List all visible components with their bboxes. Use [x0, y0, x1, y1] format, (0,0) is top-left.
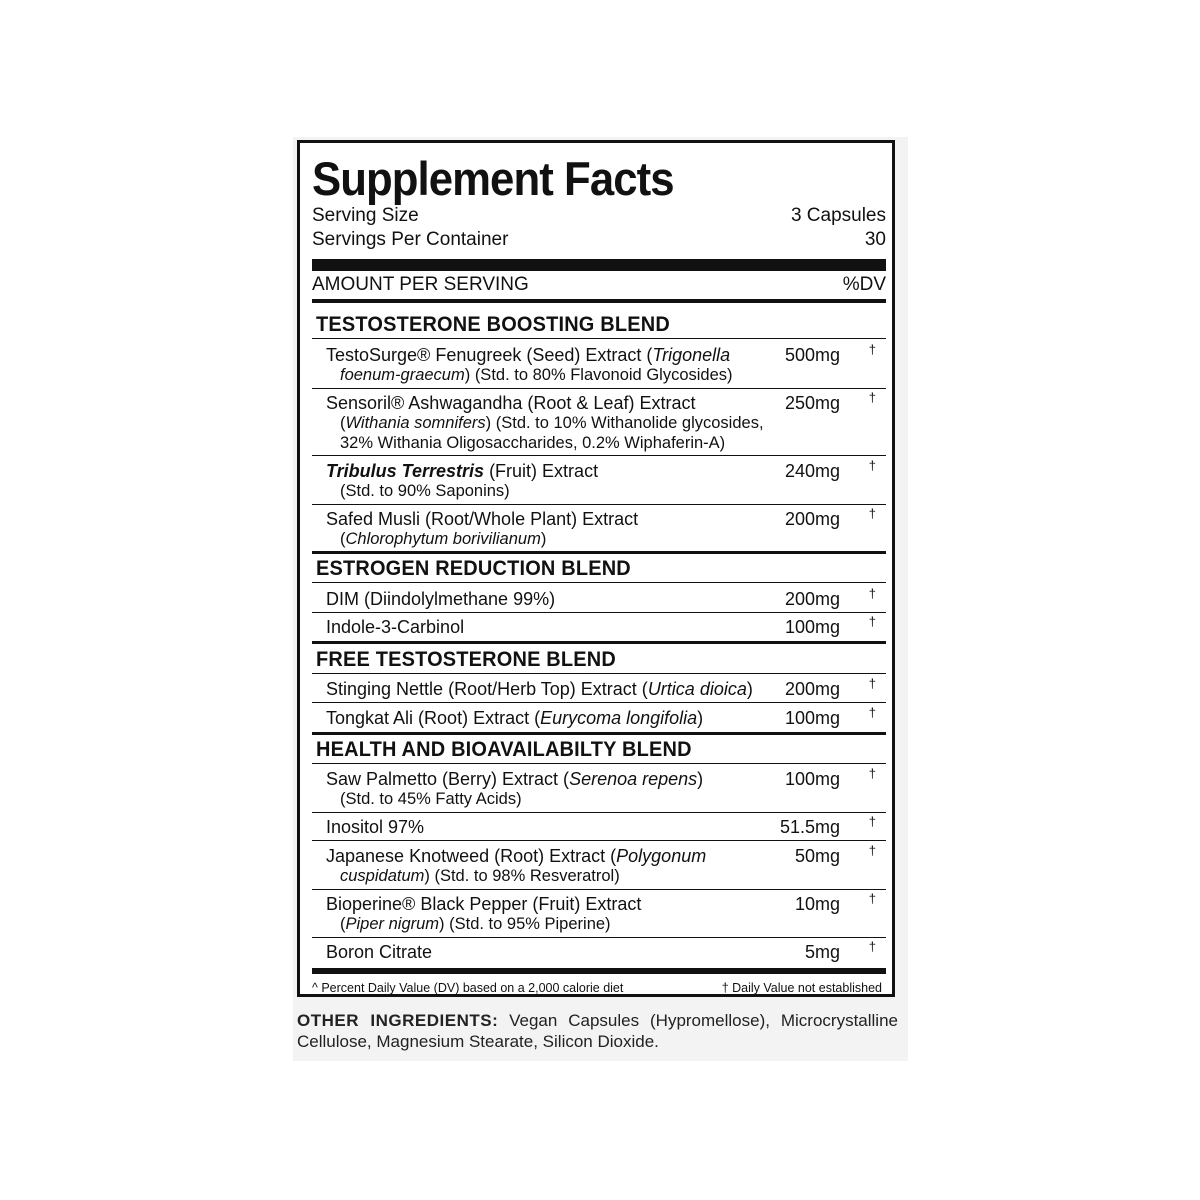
amount-per-serving-label: AMOUNT PER SERVING	[312, 274, 529, 295]
ingredient-row: Indole-3-Carbinol	[326, 617, 465, 637]
ingredient-row: Inositol 97%	[326, 817, 425, 837]
ingredient-amount: 100mg	[784, 617, 840, 637]
ingredient-row: Bioperine® Black Pepper (Fruit) Extract (Piper nigrum) (Std. to 95% Piperine)	[326, 894, 642, 933]
ingredient-amount: 5mg	[804, 942, 840, 962]
ingredient-amount: 100mg	[784, 769, 840, 789]
dv-dagger: †	[868, 705, 876, 720]
ingredient-row: Japanese Knotweed (Root) Extract (Polygonum cuspidatum) (Std. to 98% Resveratrol)	[326, 846, 707, 885]
ingredient-amount: 50mg	[794, 846, 840, 866]
ingredient-row: TestoSurge® Fenugreek (Seed) Extract (Trigonella foenum-graecum) (Std. to 80% Flavonoid Glycosides)	[326, 345, 733, 384]
dv-dagger: †	[868, 614, 876, 629]
dv-dagger: †	[868, 939, 876, 954]
row-divider	[312, 612, 886, 613]
row-divider	[312, 889, 886, 890]
ingredient-row: Saw Palmetto (Berry) Extract (Serenoa repens) (Std. to 45% Fatty Acids)	[326, 769, 704, 808]
dv-dagger: †	[868, 766, 876, 781]
serving-size-label: Serving Size	[312, 205, 419, 226]
blend-divider	[312, 641, 886, 644]
ingredient-row: Stinging Nettle (Root/Herb Top) Extract (Urtica dioica)	[326, 679, 753, 699]
ingredient-amount: 200mg	[784, 589, 840, 609]
dv-dagger: †	[868, 586, 876, 601]
servings-per-container-value: 30	[864, 229, 886, 250]
blend-heading: TESTOSTERONE BOOSTING BLEND	[316, 313, 670, 336]
ingredient-row: Tongkat Ali (Root) Extract (Eurycoma longifolia)	[326, 708, 704, 728]
ingredient-amount: 51.5mg	[779, 817, 840, 837]
row-divider	[312, 840, 886, 841]
dv-dagger: †	[868, 843, 876, 858]
dv-header-label: %DV	[842, 274, 886, 295]
row-divider	[312, 673, 886, 674]
dv-dagger: †	[868, 390, 876, 405]
servings-per-container-label: Servings Per Container	[312, 229, 509, 250]
ingredient-amount: 500mg	[784, 345, 840, 365]
row-divider	[312, 702, 886, 703]
thick-divider	[312, 259, 886, 271]
ingredient-row: DIM (Diindolylmethane 99%)	[326, 589, 556, 609]
footnote-daily-value: ^ Percent Daily Value (DV) based on a 2,000 calorie diet	[312, 981, 624, 995]
blend-divider	[312, 551, 886, 554]
ingredient-amount: 200mg	[784, 509, 840, 529]
dv-dagger: †	[868, 891, 876, 906]
other-ingredients	[297, 1010, 898, 1052]
ingredient-row: Boron Citrate	[326, 942, 433, 962]
serving-size-row	[312, 205, 886, 227]
row-divider	[312, 937, 886, 938]
ingredient-row: Tribulus Terrestris (Fruit) Extract (Std. to 90% Saponins)	[326, 461, 599, 500]
servings-per-container-row	[312, 229, 886, 251]
ingredient-row: Sensoril® Ashwagandha (Root & Leaf) Extract (Withania somnifers) (Std. to 10% Withanolide glycosides, 32% Withania Oligosaccharides, 0.2% Wiphaferin-A)	[326, 393, 764, 452]
blend-divider	[312, 732, 886, 735]
row-divider	[312, 582, 886, 583]
supplement-facts-label	[297, 140, 895, 997]
ingredient-amount: 10mg	[794, 894, 840, 914]
ingredient-amount: 200mg	[784, 679, 840, 699]
row-divider	[312, 504, 886, 505]
row-divider	[312, 763, 886, 764]
blend-heading: HEALTH AND BIOAVAILABILTY BLEND	[316, 738, 692, 761]
dv-dagger: †	[868, 458, 876, 473]
serving-size-value: 3 Capsules	[790, 205, 886, 226]
row-divider	[312, 455, 886, 456]
row-divider	[312, 812, 886, 813]
dv-dagger: †	[868, 676, 876, 691]
row-divider	[312, 338, 886, 339]
header-divider	[312, 299, 886, 303]
dv-dagger: †	[868, 814, 876, 829]
dv-dagger: †	[868, 342, 876, 357]
ingredient-amount: 100mg	[784, 708, 840, 728]
bottom-thick-divider	[312, 968, 886, 974]
other-ingredients-text: Vegan Capsules (Hypromellose), Microcrystalline Cellulose, Magnesium Stearate, Silicon Dioxide.	[297, 1011, 898, 1051]
other-ingredients-label: OTHER INGREDIENTS:	[297, 1011, 499, 1030]
dv-dagger: †	[868, 506, 876, 521]
amount-header-row	[312, 274, 886, 296]
label-title: Supplement Facts	[312, 152, 674, 205]
ingredient-amount: 250mg	[784, 393, 840, 413]
row-divider	[312, 388, 886, 389]
ingredient-amount: 240mg	[784, 461, 840, 481]
blend-heading: ESTROGEN REDUCTION BLEND	[316, 557, 631, 580]
blend-heading: FREE TESTOSTERONE BLEND	[316, 648, 616, 671]
footnote-not-established: † Daily Value not established	[721, 981, 882, 995]
ingredient-row: Safed Musli (Root/Whole Plant) Extract (Chlorophytum borivilianum)	[326, 509, 639, 548]
